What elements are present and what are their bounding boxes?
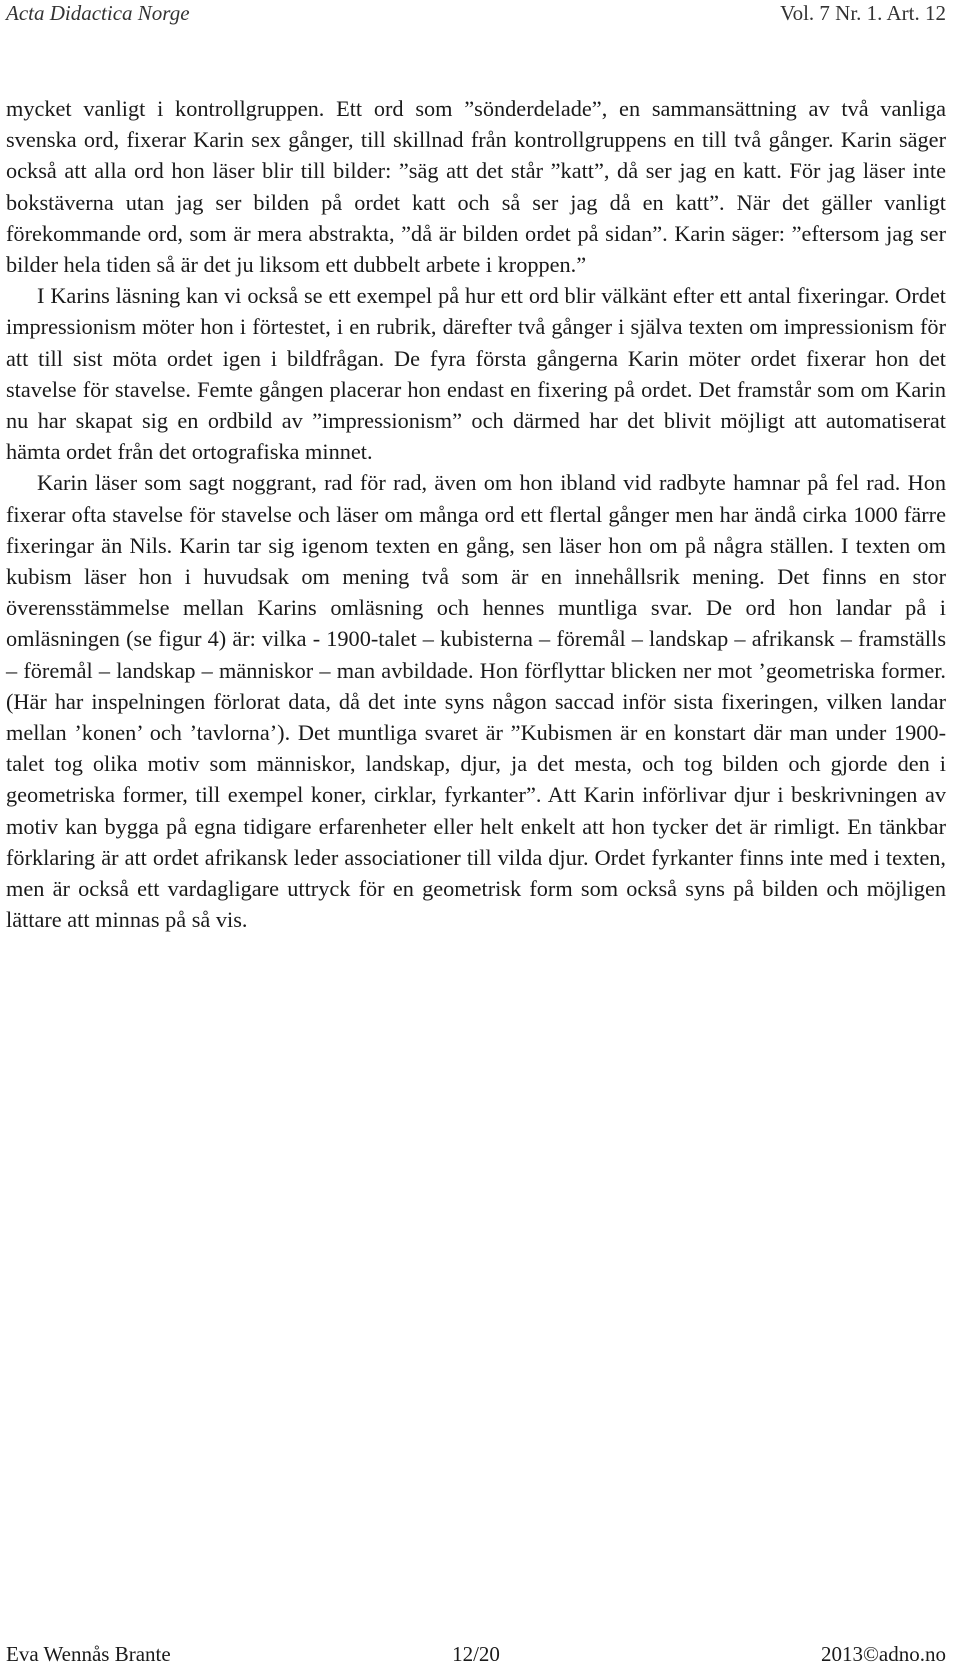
running-header	[6, 0, 946, 26]
journal-title: Acta Didactica Norge	[6, 1, 190, 25]
paragraph-continuation: mycket vanligt i kontrollgruppen. Ett ord som ”sönderdelade”, en sammansättning av två vanliga svenska ord, fixerar Karin sex gånger, till skillnad från kontrollgruppens en till två gånger. Karin säger också att alla ord hon läser blir till bilder: ”säg att det står ”katt”, då ser jag en katt. För jag läser inte bokstäverna utan jag ser bilden på ordet katt och så ser jag då en katt”. När det gäller vanligt förekommande ord, som är mera abstrakta, ”då är bilden ordet på sidan”. Karin säger: ”eftersom jag ser bilder hela tiden så är det ju liksom ett dubbelt arbete i kroppen.”	[6, 96, 946, 278]
issue-info: Vol. 7 Nr. 1. Art. 12	[780, 1, 946, 25]
article-body	[6, 93, 946, 935]
paragraph-impressionism: I Karins läsning kan vi också se ett exempel på hur ett ord blir välkänt efter ett antal fixeringar. Ordet impressionism möter hon i förtestet, i en rubrik, därefter två gånger i själva texten om impressionism för att till sist möta ordet igen i bildfrågan. De fyra första gångerna Karin möter ordet fixerar hon det stavelse för stavelse. Femte gången placerar hon endast en fixering på ordet. Det framstår som om Karin nu har skapat sig en ordbild av ”impressionism” och därmed har det blivit möjligt att automatiserat hämta ordet från det ortografiska minnet.	[6, 283, 946, 465]
page-footer	[6, 1641, 946, 1667]
footer-copyright: 2013©adno.no	[820, 1642, 946, 1666]
paragraph-kubism: Karin läser som sagt noggrant, rad för rad, även om hon ibland vid radbyte hamnar på fel rad. Hon fixerar ofta stavelse för stavelse och läser om många ord ett flertal gånger men har ändå cirka 1000 färre fixeringar än Nils. Karin tar sig igenom texten en gång, sen läser hon om på några ställen. I texten om kubism läser hon i huvudsak om mening två som är en innehållsrik mening. Det finns en stor överensstämmelse mellan Karins omläsning och hennes muntliga svar. De ord hon landar på i omläsningen (se figur 4) är: vilka - 1900-talet – kubisterna – föremål – landskap – afrikansk – framställs – föremål – landskap – människor – man avbildade. Hon förflyttar blicken ner mot ’geometriska former. (Här har inspelningen förlorat data, då det inte syns någon saccad inför sista fixeringen, vilken landar mellan ’konen’ och ’tavlorna’). Det muntliga svaret är ”Kubismen är en konstart där man under 1900-talet tog olika motiv som människor, landskap, djur, ja det mesta, och tog bilden och gjorde den i geometriska former, till exempel koner, cirklar, fyrkanter”. Att Karin införlivar djur i beskrivningen av motiv kan bygga på egna tidigare erfarenheter eller helt enkelt att hon tycker det är rimligt. En tänkbar förklaring är att ordet afrikansk leder associationer till vilda djur. Ordet fyrkanter finns inte med i texten, men är också ett vardagligare uttryck för en geometrisk form som också syns på bilden och möjligen lättare att minnas på så vis.	[6, 470, 946, 933]
footer-author: Eva Wennås Brante	[6, 1642, 171, 1666]
page-number: 12/20	[452, 1642, 500, 1666]
